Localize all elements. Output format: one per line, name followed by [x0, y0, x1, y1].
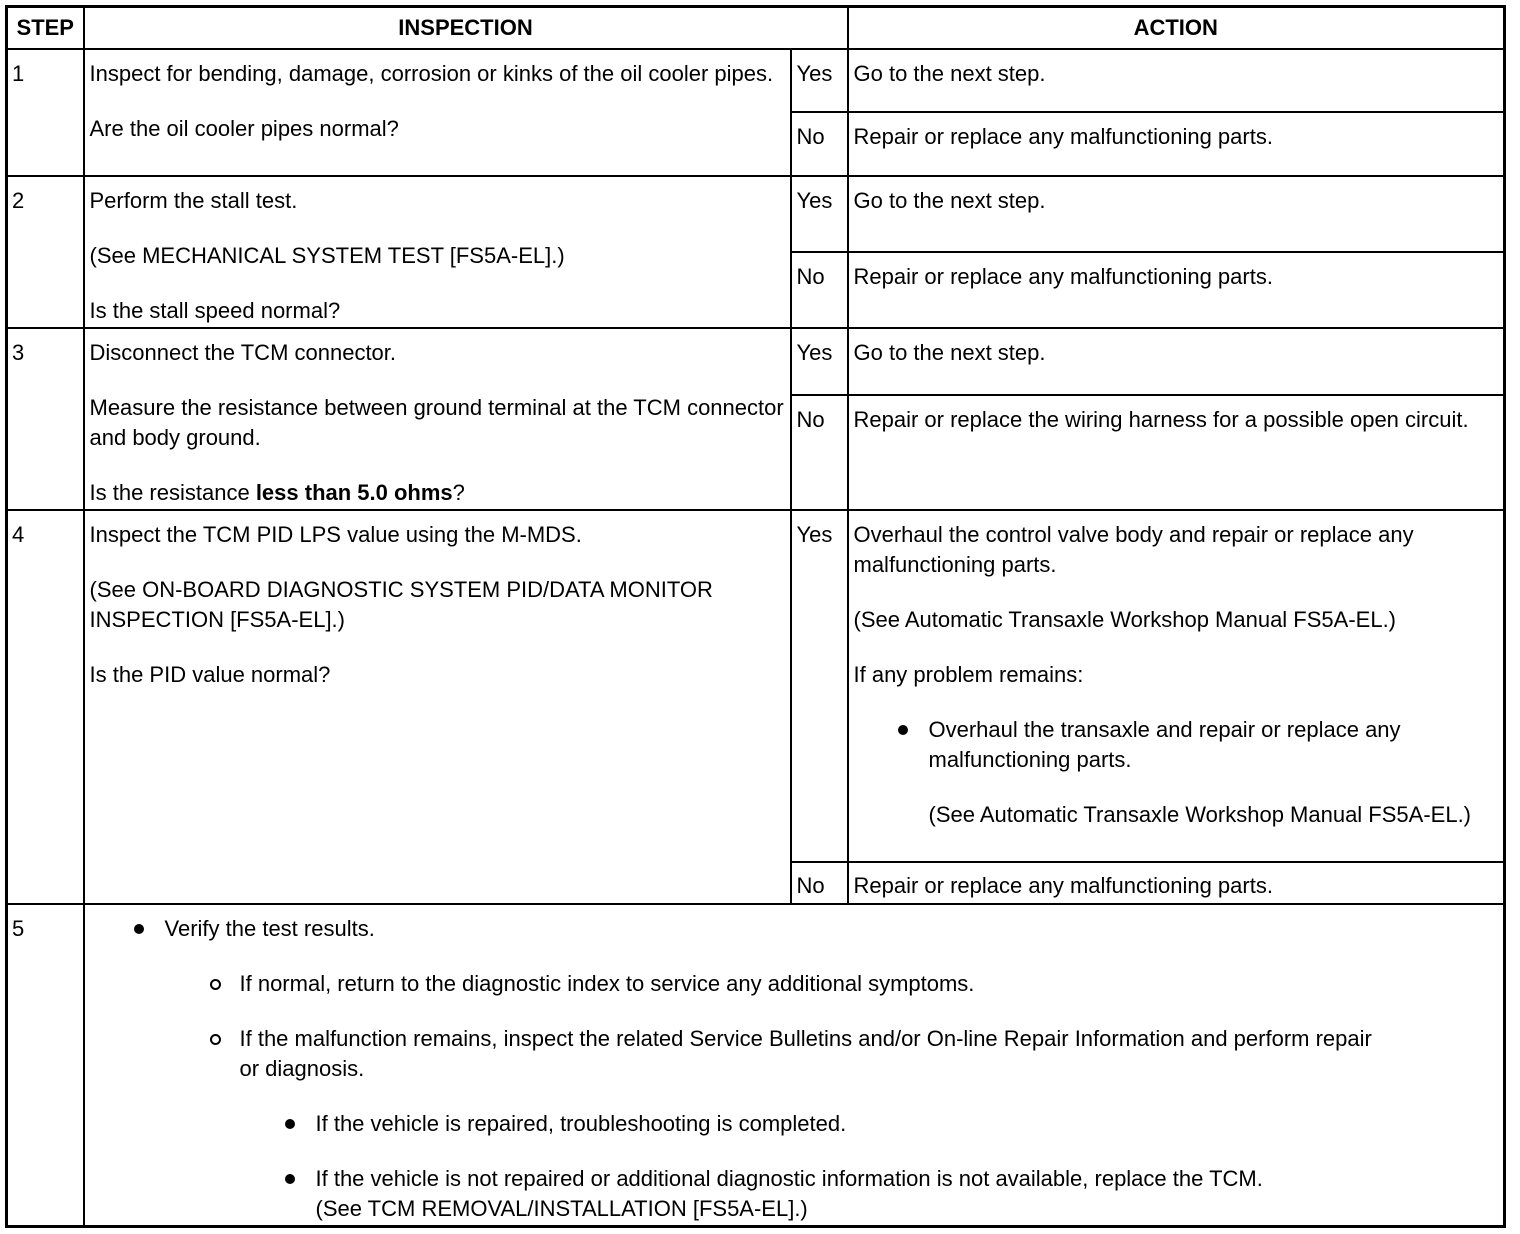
step-4-yes-action: [848, 510, 1505, 862]
step-4-reference: (See ON-BOARD DIAGNOSTIC SYSTEM PID/DATA MONITOR INSPECTION [FS5A-EL].): [89, 577, 713, 632]
step-1-inspection-text: Inspect for bending, damage, corrosion or kinks of the oil cooler pipes.: [89, 61, 774, 86]
step-4-number: 4: [7, 510, 84, 904]
step-4-yes-reference: (See Automatic Transaxle Workshop Manual FS5A-EL.): [853, 607, 1397, 632]
step-2-yes-action: Go to the next step.: [848, 176, 1505, 252]
step-4-inspection: [84, 510, 791, 904]
step-2-yes-label: Yes: [791, 176, 848, 252]
step-5-item-verify: Verify the test results.: [165, 914, 1499, 944]
step-2-inspection-text: Perform the stall test.: [89, 188, 298, 213]
step-4-question: Is the PID value normal?: [89, 662, 331, 687]
step-3-question-pre: Is the resistance: [89, 480, 256, 505]
step-2-number: 2: [7, 176, 84, 328]
step-1-inspection: [84, 49, 791, 176]
step-5-item-malfunction: If the malfunction remains, inspect the related Service Bulletins and/or On-line Repair Information and perform repair or diagnosis.: [240, 1024, 1380, 1084]
step-3-question: [90, 478, 785, 508]
step-3-question-post: ?: [452, 480, 465, 505]
step-3-question-bold: less than 5.0 ohms: [255, 480, 453, 505]
step-1-no-label: No: [791, 112, 848, 176]
step-2-yes-row: [7, 176, 1505, 252]
step-4-no-label: No: [791, 862, 848, 904]
step-5-number: 5: [7, 904, 84, 1226]
step-3-yes-action: Go to the next step.: [848, 328, 1505, 395]
header-inspection: INSPECTION: [84, 7, 848, 50]
step-3-yes-row: [7, 328, 1505, 395]
step-5-item-not-repaired-reference: (See TCM REMOVAL/INSTALLATION [FS5A-EL].): [315, 1196, 808, 1221]
step-3-inspection-text: Disconnect the TCM connector.: [89, 340, 397, 365]
step-2-inspection: [84, 176, 791, 328]
troubleshooting-table: [5, 5, 1506, 1228]
step-3-inspection: [84, 328, 791, 510]
step-4-yes-row: [7, 510, 1505, 862]
step-1-number: 1: [7, 49, 84, 176]
step-3-measure-text: Measure the resistance between ground terminal at the TCM connector and body ground.: [89, 395, 784, 450]
step-5-content: [84, 904, 1505, 1226]
step-5-item-not-repaired: If the vehicle is not repaired or additional diagnostic information is not available, replace the TCM.: [316, 1164, 1499, 1194]
step-4-yes-bullet: Overhaul the transaxle and repair or replace any malfunctioning parts.: [929, 715, 1499, 775]
step-4-yes-bullet-reference: (See Automatic Transaxle Workshop Manual FS5A-EL.): [928, 802, 1472, 827]
step-3-no-action: Repair or replace the wiring harness for a possible open circuit.: [848, 395, 1505, 510]
header-action: ACTION: [848, 7, 1505, 50]
step-4-yes-condition: If any problem remains:: [853, 662, 1084, 687]
step-3-yes-label: Yes: [791, 328, 848, 395]
step-5-item-repaired: If the vehicle is repaired, troubleshooting is completed.: [316, 1109, 1499, 1139]
step-4-yes-action-text: Overhaul the control valve body and repair or replace any malfunctioning parts.: [853, 522, 1414, 577]
step-1-yes-label: Yes: [791, 49, 848, 112]
step-1-question: Are the oil cooler pipes normal?: [89, 116, 399, 141]
step-4-inspection-text: Inspect the TCM PID LPS value using the M-MDS.: [89, 522, 582, 547]
header-step: STEP: [7, 7, 84, 50]
step-2-no-label: No: [791, 252, 848, 328]
step-1-yes-row: [7, 49, 1505, 112]
step-4-no-action: Repair or replace any malfunctioning parts.: [848, 862, 1505, 904]
step-1-no-action: Repair or replace any malfunctioning parts.: [848, 112, 1505, 176]
step-3-no-label: No: [791, 395, 848, 510]
step-4-yes-label: Yes: [791, 510, 848, 862]
step-2-question: Is the stall speed normal?: [89, 298, 341, 323]
header-row: [7, 7, 1505, 50]
step-5-item-normal: If normal, return to the diagnostic index to service any additional symptoms.: [240, 969, 1499, 999]
step-1-yes-action: Go to the next step.: [848, 49, 1505, 112]
troubleshooting-table-container: [5, 5, 1506, 1228]
step-3-number: 3: [7, 328, 84, 510]
step-2-no-action: Repair or replace any malfunctioning parts.: [848, 252, 1505, 328]
step-5-row: [7, 904, 1505, 1226]
step-2-reference: (See MECHANICAL SYSTEM TEST [FS5A-EL].): [89, 243, 565, 268]
